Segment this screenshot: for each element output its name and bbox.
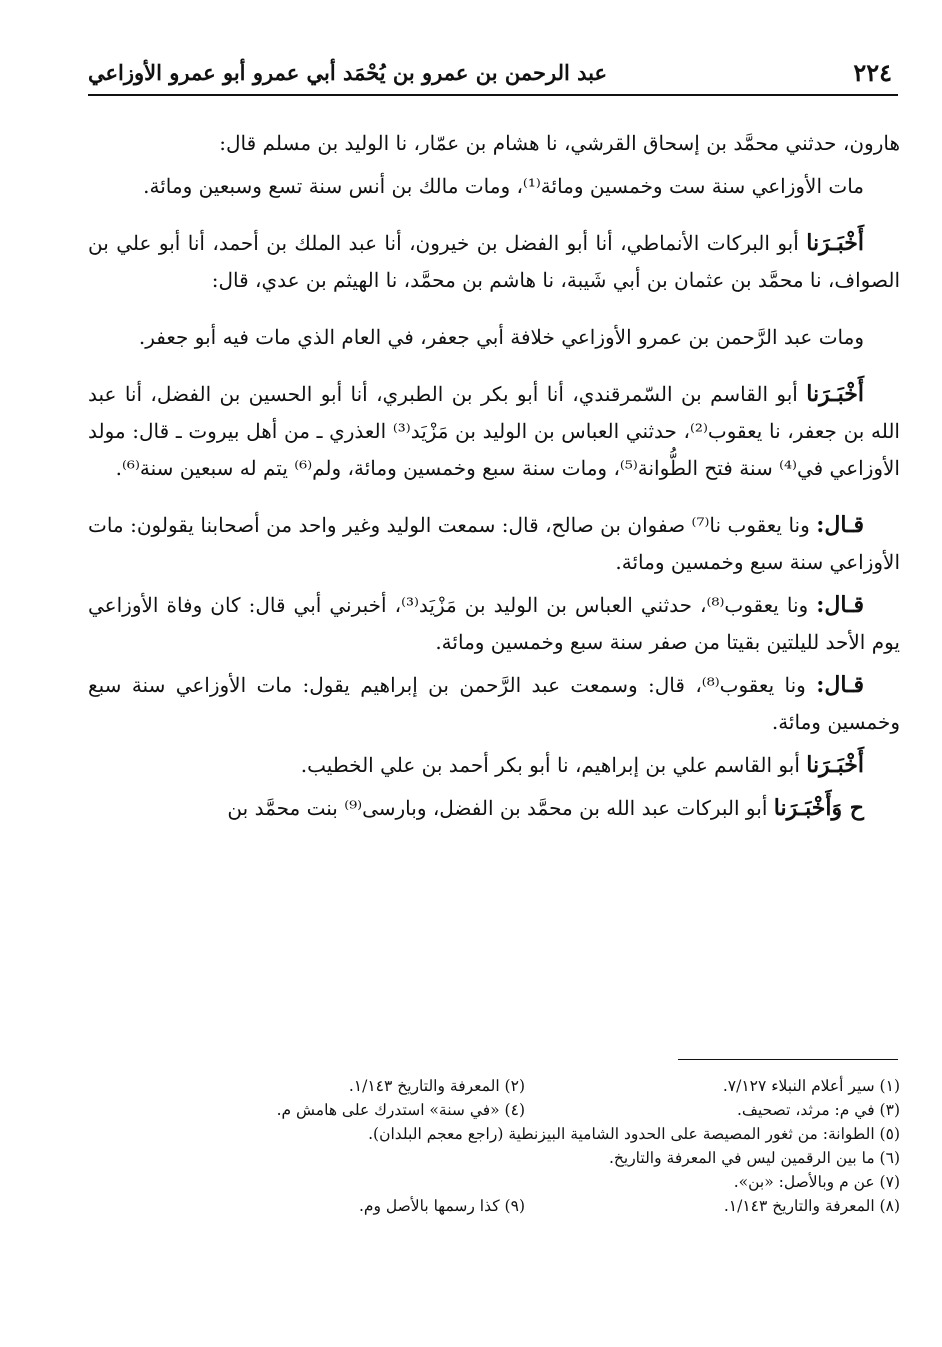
paragraph-text: ونا يعقوب⁽⁸⁾، قال: وسمعت عبد الرَّحمن بن إبراهيم يقول: مات الأوزاعي سنة سبع وخمسين ومائة. [88,673,900,734]
paragraph-text: ونا يعقوب نا⁽⁷⁾ صفوان بن صالح، قال: سمعت الوليد وغير واحد من أصحابنا يقولون: مات الأوزاعي سنة سبع وخمسين ومائة. [88,513,900,574]
footnote: (٧) عن م وبالأصل: «بن». [733,1173,900,1191]
page-number: ٢٢٤ [853,58,892,87]
narration-keyword: أَخْبَـرَنا [806,752,864,778]
footnote: (٤) «في سنة» استدرك على هامش م. [276,1101,525,1119]
footnote: (٨) المعرفة والتاريخ ١/١٤٣. [723,1197,900,1215]
footnotes [150,1074,900,1218]
footnote: (١) سير أعلام النبلاء ٧/١٢٧. [722,1077,900,1095]
footnote: (٩) كذا رسمها بالأصل وم. [358,1197,525,1215]
page-header [88,54,898,96]
main-text [88,125,900,833]
paragraph [88,168,900,205]
footnote-row [150,1194,900,1218]
paragraph [88,125,900,162]
paragraph-text: ونا يعقوب⁽⁸⁾، حدثني العباس بن الوليد بن مَزْيَد⁽³⁾، أخبرني أبي قال: كان وفاة الأوزاعي يوم الأحد لليلتين بقيتا من صفر سنة سبع وخمسين ومائة. [88,593,900,654]
running-title: عبد الرحمن بن عمرو بن يُحْمَد أبي عمرو أبو عمرو الأوزاعي [88,60,608,85]
paragraph-text: أبو القاسم بن السّمرقندي، أنا أبو بكر بن الطبري، أنا أبو الحسين بن الفضل، أنا عبد الله بن جعفر، نا يعقوب⁽²⁾، حدثني العباس بن الوليد بن مَزْيَد⁽³⁾ العذري ـ من أهل بيروت ـ قال: مولد الأوزاعي في⁽⁴⁾ سنة فتح الطُّوانة⁽⁵⁾، ومات سنة سبع وخمسين ومائة، ولم⁽⁶⁾ يتم له سبعين سنة⁽⁶⁾. [88,382,900,480]
paragraph-text: ومات عبد الرَّحمن بن عمرو الأوزاعي خلافة أبي جعفر، في العام الذي مات فيه أبو جعفر. [138,325,864,349]
paragraph-text: مات الأوزاعي سنة ست وخمسين ومائة⁽¹⁾، ومات مالك بن أنس سنة تسع وسبعين ومائة. [143,174,864,198]
narration-keyword: أَخْبَـرَنا [806,230,864,256]
footnote: (٢) المعرفة والتاريخ ١/١٤٣. [348,1077,525,1095]
footnote-row [150,1170,900,1194]
narration-keyword: قـال: [816,592,865,618]
paragraph [88,225,900,299]
footnote-row [150,1146,900,1170]
paragraph [88,587,900,661]
footnote: (٥) الطوانة: من ثغور المصيصة على الحدود الشامية البيزنطية (راجع معجم البلدان). [368,1125,900,1143]
paragraph-text: أبو القاسم علي بن إبراهيم، نا أبو بكر أحمد بن علي الخطيب. [300,753,807,777]
paragraph [88,667,900,741]
paragraph [88,376,900,487]
footnote-row [150,1098,900,1122]
footnote-row [150,1122,900,1146]
narration-keyword: أَخْبَـرَنا [806,381,864,407]
paragraph-text: أبو البركات الأنماطي، أنا أبو الفضل بن خيرون، أنا عبد الملك بن أحمد، أنا أبو علي بن الصواف، نا محمَّد بن عثمان بن أبي شَيبة، نا هاشم بن محمَّد، نا الهيثم بن عدي، قال: [88,231,900,292]
paragraph [88,507,900,581]
footnote-divider [678,1059,898,1060]
footnote: (٣) في م: مرثد، تصحيف. [736,1101,900,1119]
narration-keyword: قـال: [816,672,864,698]
paragraph-text: هارون، حدثني محمَّد بن إسحاق القرشي، نا هشام بن عمّار، نا الوليد بن مسلم قال: [219,131,900,155]
footnote-row [150,1074,900,1098]
narration-keyword: قـال: [816,512,864,538]
narration-keyword: ح وَأَخْبَـرَنا [773,795,864,821]
paragraph [88,747,900,784]
footnote: (٦) ما بين الرقمين ليس في المعرفة والتاريخ. [608,1149,900,1167]
paragraph [88,319,900,356]
paragraph [88,790,900,827]
paragraph-text: أبو البركات عبد الله بن محمَّد بن الفضل، وبارسى⁽⁹⁾ بنت محمَّد بن [227,796,774,820]
